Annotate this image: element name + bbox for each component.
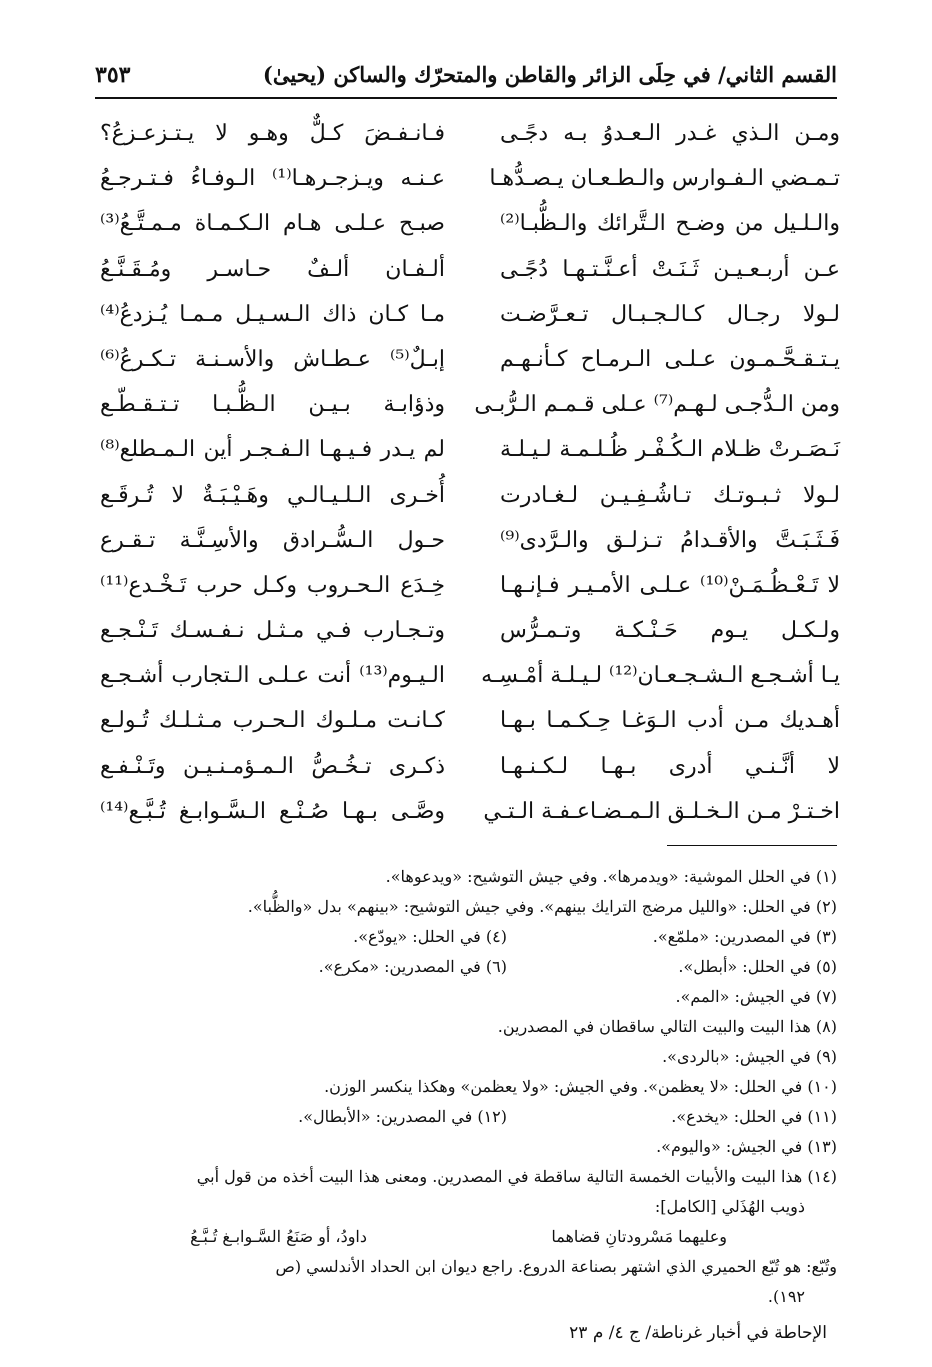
footnote-6: (٦) في المصدرين: «مكرع».	[318, 957, 507, 976]
hemistich-first: لـولا رجـال كـالـجـبـال تـعـرَّضـت	[500, 301, 840, 327]
hemistich-first: يـا أشـجـع الـشـجـعـان⁽¹²⁾ لـيـلـة أمْـسِـه	[481, 663, 840, 689]
hemistich-first: نَـصَـرتْ ظـلام الـكُـفْـر ظُـلـمـة لـيـلـة	[500, 437, 840, 463]
footnote-item	[95, 1012, 837, 1042]
verse	[100, 656, 840, 701]
hemistich-first: عـن أربـعـيـن ثَـنَـتْ أعـنَّـتـهـا دُجًـى	[500, 256, 840, 282]
verse	[100, 204, 840, 249]
footnotes	[95, 862, 837, 1312]
hemistich-second: كـانـت مـلـوك الـحـرب مـثـلـك تُـولـع	[100, 708, 445, 734]
hemistich-second: ذكـرى تـخُـصُّ الـمـؤمـنـيـن وتَـنْـفـع	[100, 753, 445, 779]
page-number: ٣٥٣	[95, 62, 131, 88]
hemistich-second: أُخـرى الـلـيـالـي وهَـيْـبَـةٌ لا تُـرقَـع	[100, 482, 445, 508]
footnote-item	[95, 1252, 837, 1282]
poem-block	[100, 114, 840, 837]
footnote-14-line-4: ١٩٢).	[767, 1287, 805, 1306]
quoted-hemistich-1: وعليهما مَسْرودتانِ قضاهما	[551, 1227, 727, 1246]
footnote-item	[95, 1192, 837, 1222]
verse	[100, 340, 840, 385]
hemistich-second: صبـح عـلـى هـام الـكـمـاة مـمـتَّـعُ⁽³⁾	[100, 211, 445, 237]
footnote-item	[95, 862, 837, 892]
footnote-item	[95, 1132, 837, 1162]
hemistich-second: إبـلٌ⁽⁵⁾ عـطـاش والأسـنـة تـكـرعُ⁽⁶⁾	[100, 346, 445, 372]
hemistich-second: وذؤابـة بـيـن الـظُّـبـا تـتـقـطّـع	[100, 392, 445, 418]
verse	[100, 521, 840, 566]
verse	[100, 295, 840, 340]
footnote-4: (٤) في الحلل: «يودّع».	[353, 927, 507, 946]
hemistich-first: أهـديك مـن أدب الـوَغـا حِـكـمـا بـهـا	[500, 708, 840, 734]
footnote-13: (١٣) في الجيش: «واليوم».	[656, 1137, 837, 1156]
verse	[100, 430, 840, 475]
hemistich-first: لا أنَّـنـي أدرى بـهـا لـكـنـهـا	[500, 753, 840, 779]
footnote-5: (٥) في الحلل: «أبطل».	[678, 957, 837, 976]
verse	[100, 611, 840, 656]
hemistich-second: وصَّـى بـهـا صُـنْـع الـسَّـوابـغ تُـبَّـع⁽¹⁴⁾	[100, 798, 445, 824]
hemistich-first: تـمـضي الـفـوارس والـطـعـان يـصـدُّهـا	[489, 166, 840, 192]
footnote-14-quoted-verse	[95, 1222, 837, 1252]
footnote-separator	[667, 845, 837, 846]
hemistich-first: فَـثَـبَـتَّ والأقـدامُ تـزلـق والـرَّدى⁽⁹⁾	[500, 527, 840, 553]
footnote-2: (٢) في الحلل: «والليل مرضج الترايك بينهم». وفي جيش التوشيح: «بينهم» بدل «والظُّبا».	[247, 897, 837, 916]
footnote-item	[95, 1072, 837, 1102]
hemistich-first: لا تَـعْـظُـمَـنْ⁽¹⁰⁾ عـلـى الأمـيـر فـإنـهـا	[500, 572, 840, 598]
footnote-8: (٨) هذا البيت والبيت التالي ساقطان في المصدرين.	[497, 1017, 837, 1036]
verse	[100, 747, 840, 792]
footnote-item	[95, 1042, 837, 1072]
verse	[100, 114, 840, 159]
footnote-14-line-3: وتُبّع: هو تُبّع الحميري الذي اشتهر بصناعة الدروع. راجع ديوان ابن الحداد الأندلسي (ص	[275, 1257, 837, 1276]
footnote-9: (٩) في الجيش: «بالردى».	[662, 1047, 837, 1066]
book-footer: الإحاطة في أخبار غرناطة/ ج ٤/ م ٢٣	[569, 1323, 827, 1343]
hemistich-second: حـول الـسُّـرادق والأسِـنَّـة تـقـرع	[100, 527, 445, 553]
footnote-14-line-1: (١٤) هذا البيت والأبيات الخمسة التالية ساقطة في المصدرين. ومعنى هذا البيت أخذه من قول أبي	[196, 1167, 837, 1186]
hemistich-second: ألـفـان ألـفٌ حـاسـر ومُـقَـنَّـعُ	[100, 256, 445, 282]
hemistich-second: خِـدَع الـحـروب وكـل حرب تَـخْـدع⁽¹¹⁾	[100, 572, 445, 598]
footnote-3: (٣) في المصدرين: «ملمّع».	[652, 927, 837, 946]
verse	[100, 792, 840, 837]
footnote-item	[95, 1282, 837, 1312]
hemistich-first: ومـن الـذي غـدر الـعـدوُ بـه دجًـى	[500, 121, 840, 146]
footnote-item	[95, 982, 837, 1012]
footnote-item	[95, 952, 837, 982]
hemistich-second: الـيـوم⁽¹³⁾ أنت عـلـى الـتجارب أشـجـع	[100, 663, 445, 689]
hemistich-second: وتـجـارب فـي مـثـل نـفـسـك تَـنْـجـع	[100, 618, 445, 644]
footnote-10: (١٠) في الحلل: «لا يعظمن». وفي الجيش: «ولا يعظمن» وهكذا ينكسر الوزن.	[324, 1077, 837, 1096]
hemistich-second: مـا كـان ذاك الـسـيـل مـمـا يُـزدعُ⁽⁴⁾	[100, 301, 445, 327]
verse	[100, 250, 840, 295]
hemistich-second: فـانـفـضَ كـلٌّ وهـو لا يـتـزعـزعُ؟	[100, 121, 445, 146]
hemistich-first: والـلـيل من وضـح الـتَّرائك والـظُّبـا⁽²⁾	[500, 211, 840, 237]
hemistich-first: ومن الـدُّجـى لـهـم⁽⁷⁾ عـلى قـمـم الـرُّبـى	[474, 392, 840, 418]
verse	[100, 701, 840, 746]
footnote-item	[95, 892, 837, 922]
hemistich-first: يـتـقـحَّـمـون عـلـى الـرمـاح كـأنـهـم	[500, 346, 840, 372]
footnote-item	[95, 922, 837, 952]
hemistich-first: ولـكـل يـوم حَـنْـكـة وتـمـرُّس	[500, 618, 840, 644]
running-header	[95, 62, 837, 96]
footnote-item	[95, 1102, 837, 1132]
hemistich-first: لـولا ثـبـوتـك تـاشُـفِـيـن لـغـادرت	[500, 482, 840, 508]
header-rule	[95, 97, 837, 99]
verse	[100, 385, 840, 430]
verse	[100, 476, 840, 521]
footnote-7: (٧) في الجيش: «المم».	[675, 987, 837, 1006]
footnote-1: (١) في الحلل الموشية: «ويدمرها». وفي جيش التوشيح: «ويدعوها».	[385, 867, 837, 886]
running-header-title: القسم الثاني/ في حِلَى الزائر والقاطن والمتحرّك والساكن (يحيىٰ)	[262, 62, 837, 87]
verse	[100, 159, 840, 204]
hemistich-second: عـنـه ويـزجـرهـا⁽¹⁾ الـوفـاءُ فـتـرجـعُ	[100, 166, 445, 192]
footnote-item	[95, 1162, 837, 1192]
hemistich-first: اخـتـرْ مـن الـخـلـق الـمـضـاعـفـة الـتـي	[483, 798, 840, 824]
footnote-12: (١٢) في المصدرين: «الأبطال».	[298, 1107, 507, 1126]
footnote-11: (١١) في الحلل: «يخدع».	[671, 1107, 837, 1126]
verse	[100, 566, 840, 611]
footnote-14-line-2: ذويب الهُذَلي [الكامل]:	[654, 1197, 805, 1216]
quoted-hemistich-2: داودُ، أو صَنَعُ السَّـوابـغ تُـبَّـعُ	[190, 1227, 367, 1246]
hemistich-second: لم يـدر فـيـهـا الـفـجـر أين الـمـطلع⁽⁸⁾	[100, 437, 445, 463]
